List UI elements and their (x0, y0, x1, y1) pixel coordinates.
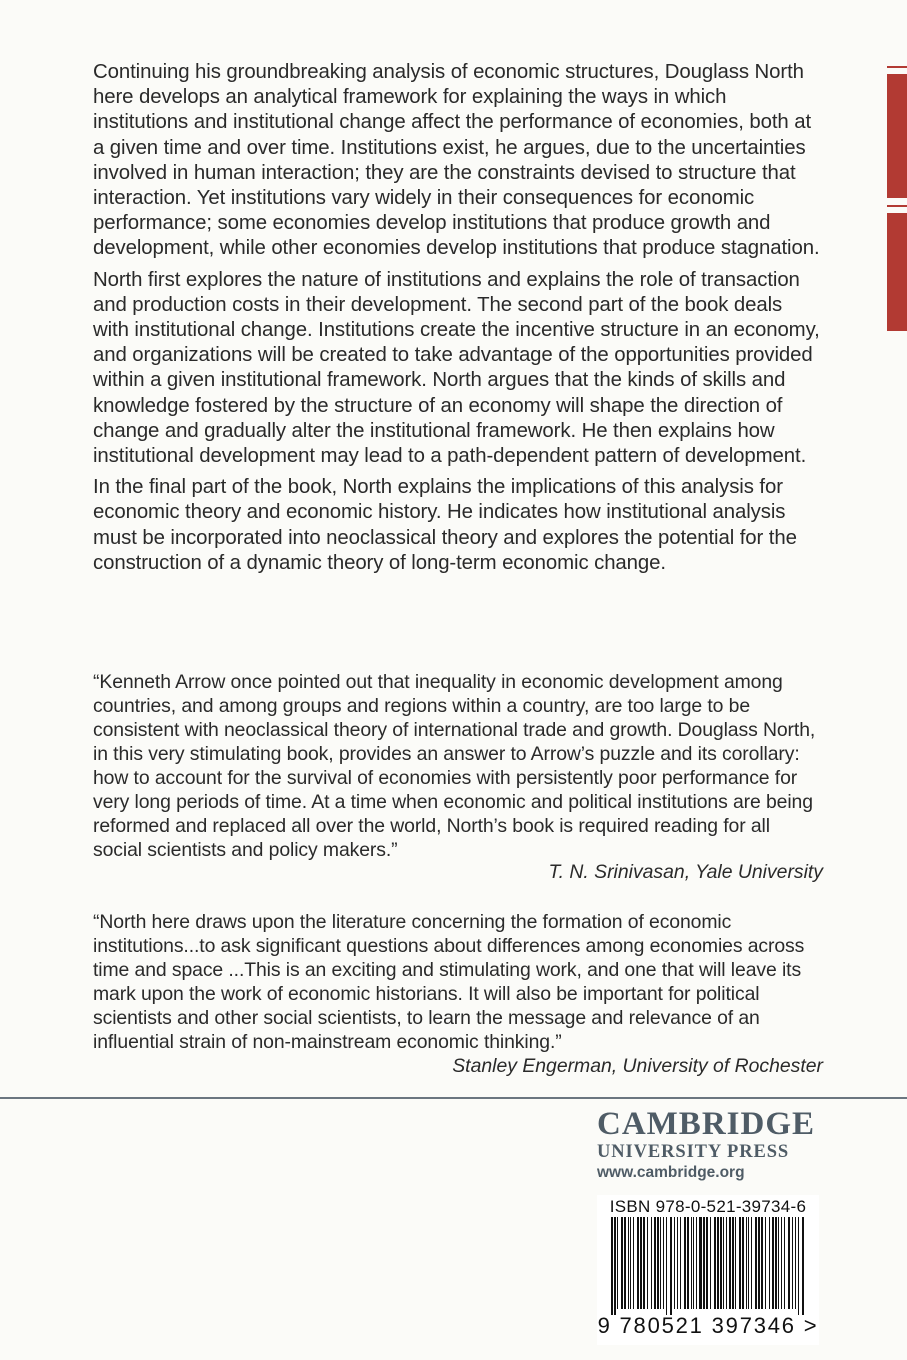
barcode-bar (788, 1217, 790, 1309)
barcode-bar (746, 1217, 747, 1309)
barcode-bar (633, 1217, 634, 1309)
barcode-bar (781, 1217, 782, 1309)
barcode-bar (637, 1217, 639, 1309)
barcode-bar (739, 1217, 741, 1309)
barcode-bar (775, 1217, 777, 1309)
barcode-bar (640, 1217, 642, 1309)
barcode-bar (666, 1217, 667, 1315)
review-2-quote: “North here draws upon the literature concerning the formation of economic institutions...to ask significant questions about differences among economies across time and space ...This is an exciting and stimulating work, and one that will leave its mark upon the work of economic historians. It will also be important for political scientists and other social scientists, to learn the message and relevance of an influential strain of non-mainstream economic thinking.” (93, 911, 805, 1053)
barcode-bar (617, 1217, 618, 1309)
barcode-bar (670, 1217, 672, 1315)
barcode-bar (611, 1217, 613, 1315)
barcode-bar (748, 1217, 749, 1309)
barcode-bar (628, 1217, 629, 1309)
barcode-bar (723, 1217, 724, 1309)
footer-divider (0, 1097, 907, 1099)
publisher-block (597, 1106, 837, 1184)
barcode-bar (693, 1217, 694, 1309)
review-2-attribution: Stanley Engerman, University of Rochester (452, 1055, 823, 1077)
publisher-subtitle: UNIVERSITY PRESS (597, 1142, 790, 1162)
spine-rule-top (887, 66, 907, 68)
barcode-bar (735, 1217, 736, 1309)
barcode-bar (729, 1217, 731, 1309)
barcode-bar (795, 1217, 796, 1309)
barcode-bar (674, 1217, 675, 1309)
barcode-bar (720, 1217, 722, 1309)
barcode-bar (792, 1217, 793, 1309)
barcode-bar (758, 1217, 760, 1309)
publisher-website: www.cambridge.org (597, 1164, 745, 1181)
description-paragraph-2: North first explores the nature of institutions and explains the role of transaction and production costs in their development. The second part of the book deals with institutional change. Institutions create the incentive structure in an economy, and organizations will be created to take advantage of the opportunities provided within a given institutional framework. North argues that the kinds of skills and knowledge fostered by the structure of an economy will shape the direction of change and gradually alter the institutional framework. He then explains how institutional development may lead to a path-dependent pattern of development. (93, 268, 820, 468)
barcode-bar (660, 1217, 661, 1309)
review-1-attribution: T. N. Srinivasan, Yale University (548, 861, 823, 883)
barcode-bar (621, 1217, 623, 1309)
spine-bar-upper (887, 74, 907, 198)
barcode-bar (755, 1217, 757, 1309)
barcode-bar (751, 1217, 752, 1309)
barcode-bar (657, 1217, 659, 1309)
barcode-bar (769, 1217, 770, 1309)
barcode-bar (696, 1217, 697, 1309)
review-1-quote: “Kenneth Arrow once pointed out that inequality in economic development among countries, and among groups and regions within a country, are too large to be consistent with neoclassical theory of international trade and growth. Douglass North, in this very stimulating book, provides an answer to Arrow’s puzzle and its corollary: how to account for the survival of economies with persistently poor performance for very long periods of time. At a time when economic and political institutions are being reformed and replaced all over the world, North’s book is required reading for all social scientists and policy makers.” (93, 671, 816, 861)
barcode-bar (699, 1217, 702, 1309)
barcode-bar (680, 1217, 681, 1309)
review-1 (93, 670, 823, 884)
barcode-bar (714, 1217, 716, 1309)
barcode-bar (614, 1217, 616, 1315)
barcode-bar (630, 1217, 631, 1309)
barcode-bar (717, 1217, 719, 1309)
barcode-bar (687, 1217, 689, 1309)
barcode-bar (772, 1217, 774, 1309)
review-2 (93, 910, 823, 1078)
barcode-bar (703, 1217, 705, 1309)
barcode-bar (677, 1217, 678, 1309)
barcode-bar (726, 1217, 727, 1309)
barcode-bar (643, 1217, 645, 1309)
barcode-digits: 9 780521 397346 > (597, 1313, 819, 1338)
isbn-barcode (597, 1195, 819, 1345)
isbn-label: ISBN 978-0-521-39734-6 (609, 1197, 807, 1216)
spine-rule-middle (887, 205, 907, 207)
barcode-bar (742, 1217, 744, 1309)
barcode-bar (802, 1217, 804, 1315)
barcode-bar (765, 1217, 766, 1309)
spine-bar-lower (887, 213, 907, 331)
barcode-bar (778, 1217, 779, 1309)
barcode-bar (798, 1217, 799, 1315)
barcode-bar (732, 1217, 734, 1309)
description-paragraph-1: Continuing his groundbreaking analysis of economic structures, Douglass North here develops an analytical framework for explaining the ways in which institutions and institutional change affect the performance of economies, both at a given time and over time. Institutions exist, he argues, due to the uncertainties involved in human interaction; they are the constraints devised to structure that interaction. Yet institutions vary widely in their consequences for economic performance; some economies develop institutions that produce growth and development, while other economies develop institutions that produce stagnation. (93, 61, 820, 260)
barcode-bar (691, 1217, 692, 1309)
barcode-bar (706, 1217, 708, 1309)
barcode-bar (654, 1217, 656, 1309)
barcode-bar (761, 1217, 763, 1309)
barcode-bar (784, 1217, 785, 1309)
barcode-bar (710, 1217, 711, 1309)
barcode-bar (684, 1217, 686, 1309)
book-description (93, 60, 823, 576)
barcode-bar (651, 1217, 652, 1309)
publisher-name: CAMBRIDGE (597, 1106, 816, 1142)
barcode-bars (597, 1217, 819, 1317)
description-paragraph-3: In the final part of the book, North explains the implications of this analysis for economic theory and economic history. He indicates how institutional analysis must be incorporated into neoclassical theory and explores the potential for the construction of a dynamic theory of long-term economic change. (93, 476, 797, 574)
barcode-bar (624, 1217, 626, 1309)
barcode-bar (647, 1217, 648, 1309)
barcode-bar (663, 1217, 664, 1309)
